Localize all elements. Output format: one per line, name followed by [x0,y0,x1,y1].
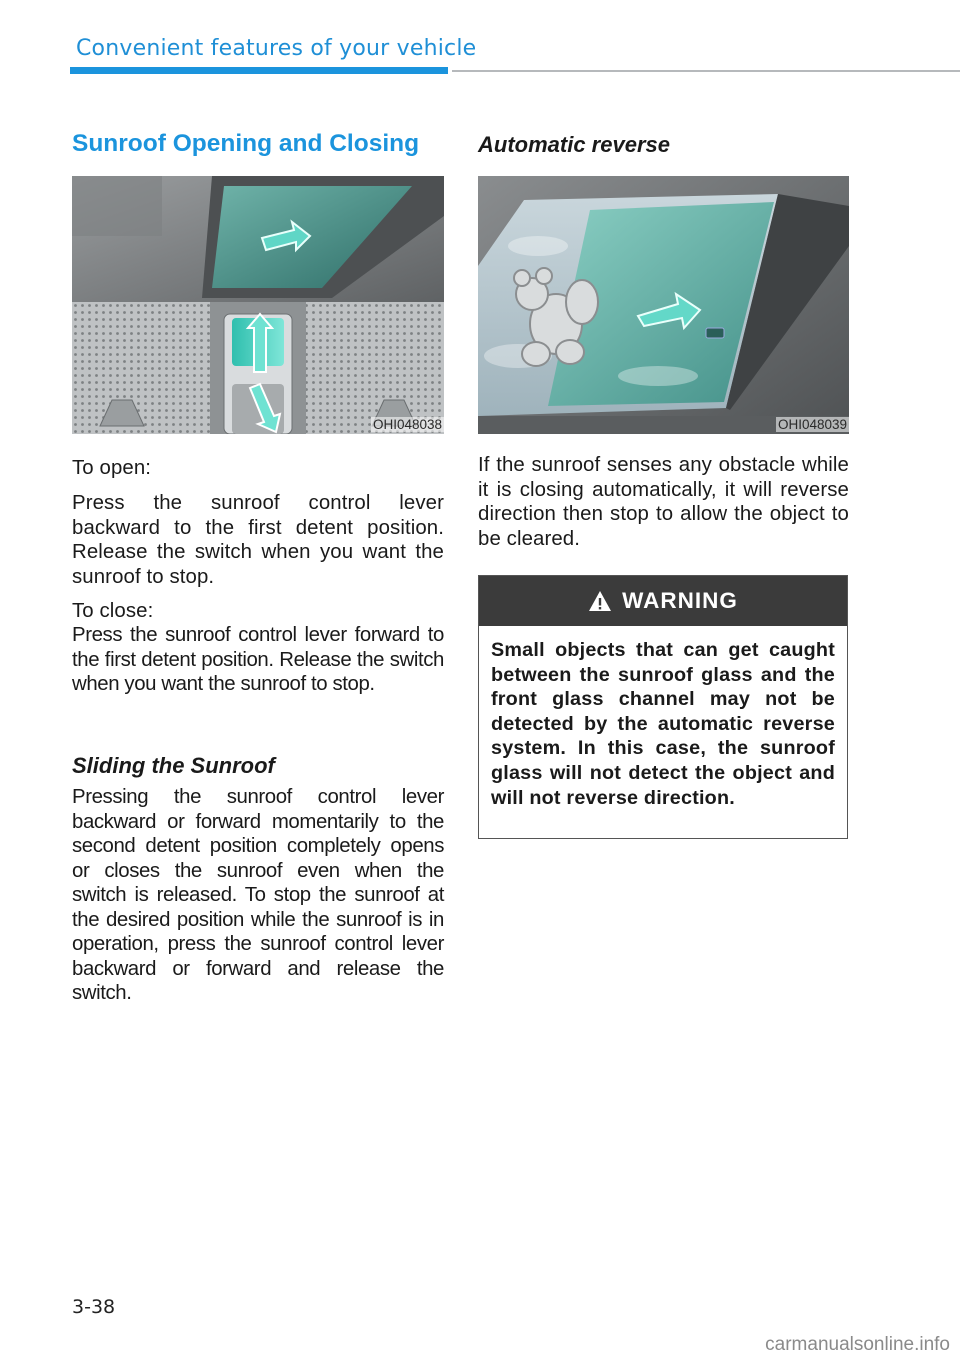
section-title: Sunroof Opening and Closing [72,130,420,157]
sliding-subtitle: Sliding the Sunroof [72,753,275,778]
header-rule [452,70,960,72]
header-accent-bar [70,67,448,74]
chapter-header: Convenient features of your vehicle [76,36,477,61]
watermark: carmanualsonline.info [765,1334,950,1355]
page-number: 3-38 [72,1296,116,1318]
sliding-instructions: Pressing the sunroof control lever backward or forward momentarily to the second detent position completely opens or closes the sunroof even when the switch is released. To stop the sunroof at the desired position while the sunroof is in operation, press the sunroof control lever backward or forward and release the switch. [72,786,444,1004]
sunroof-lever-figure [72,176,444,434]
close-instructions: Press the sunroof control lever forward to the first detent position. Release the switch when you want the sunroof to stop. [72,624,444,695]
open-instructions: Press the sunroof control lever backward to the first detent position. Release the switch when you want the sunroof to stop. [72,492,444,588]
sunroof-lever-illustration [72,176,444,434]
figure-code: OHI048039 [777,417,847,432]
warning-header [479,576,847,626]
auto-reverse-description: If the sunroof senses any obstacle while it is closing automatically, it will reverse direction then stop to allow the object to be cleared. [478,454,849,550]
warning-triangle-icon [588,589,612,613]
auto-reverse-subtitle: Automatic reverse [478,132,670,157]
auto-reverse-illustration [478,176,849,434]
auto-reverse-figure [478,176,849,434]
open-label: To open: [72,457,152,479]
warning-label: WARNING [622,588,738,613]
warning-box [478,575,848,839]
warning-text: Small objects that can get caught between the sunroof glass and the front glass channel may not be detected by the automatic reverse system. In this case, the sunroof glass will not detect the object and will not reverse direction. [491,639,835,809]
figure-code: OHI048038 [372,417,442,432]
close-label: To close: [72,600,154,622]
